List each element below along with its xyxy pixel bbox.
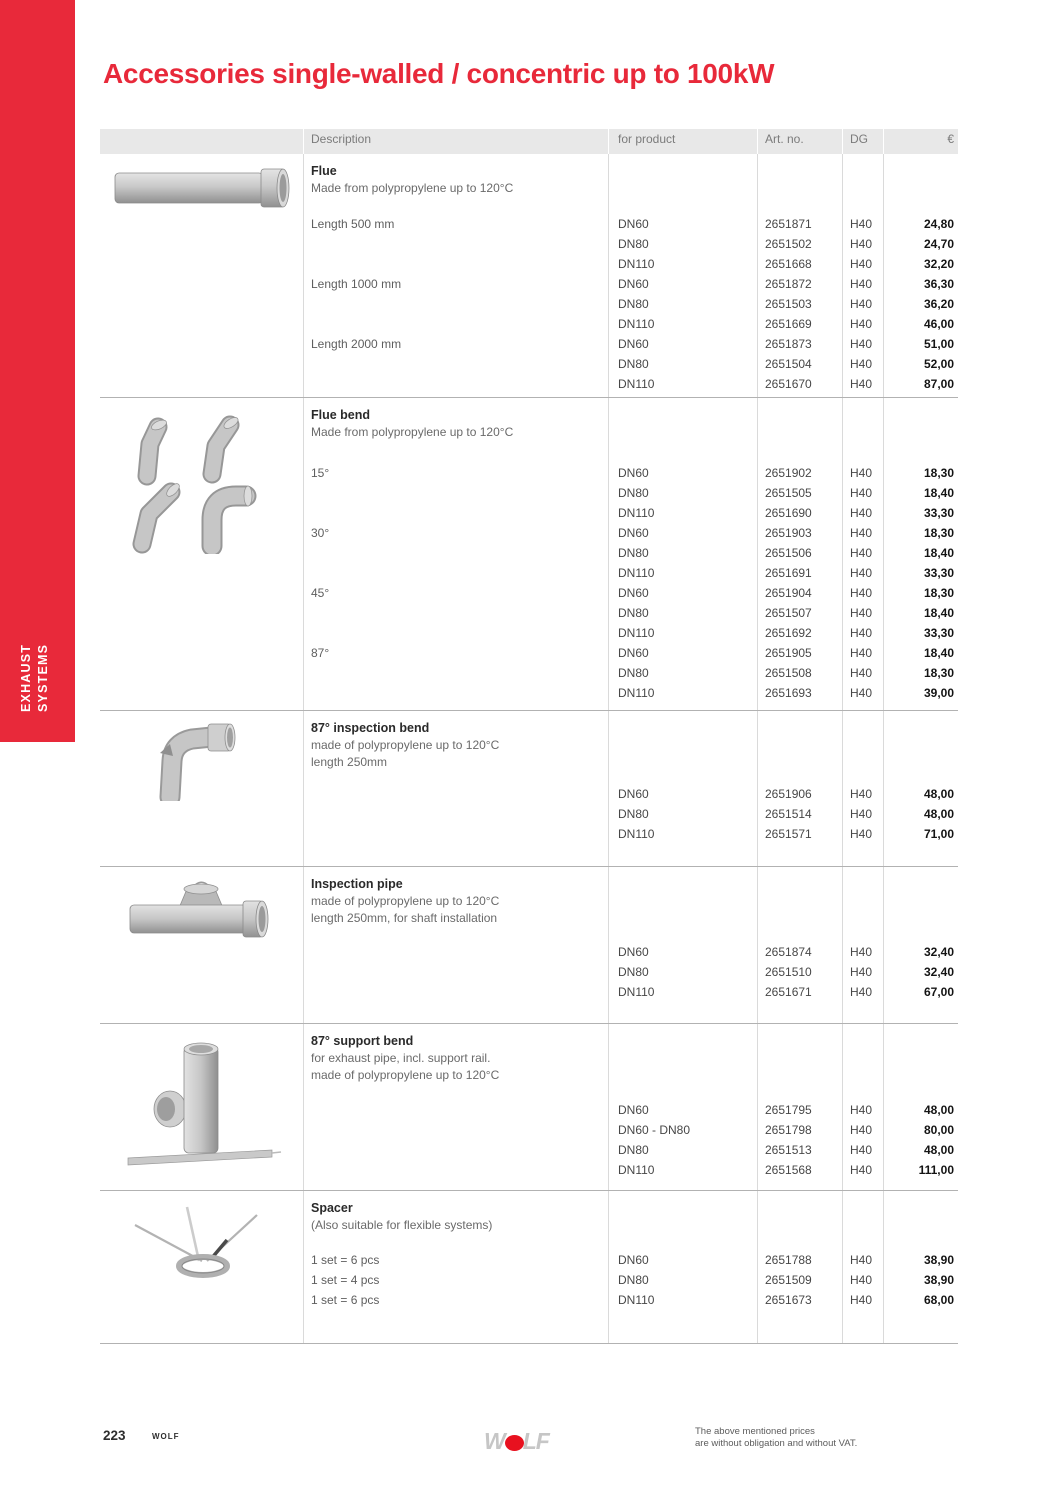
row-art-no: 2651514 (765, 807, 812, 821)
header-dg: DG (850, 131, 868, 146)
product-subtitle: made of polypropylene up to 120°C (311, 738, 500, 752)
row-for-product: DN80 (618, 965, 649, 979)
row-for-product: DN80 (618, 546, 649, 560)
row-dg: H40 (850, 526, 873, 540)
header-for-product: for product (618, 131, 676, 146)
header-art-no: Art. no. (765, 131, 804, 146)
row-price: 33,30 (923, 506, 954, 520)
price-disclaimer: The above mentioned prices are without obligation and without VAT. (695, 1426, 858, 1449)
logo-letters-lf: LF (522, 1428, 549, 1454)
row-dg: H40 (850, 807, 873, 821)
table-body (100, 154, 958, 1344)
accessories-table (100, 129, 958, 1344)
row-description: Length 2000 mm (311, 337, 402, 351)
product-row (303, 463, 958, 483)
product-row (303, 334, 958, 354)
row-art-no: 2651508 (765, 666, 812, 680)
row-dg: H40 (850, 546, 873, 560)
row-dg: H40 (850, 217, 873, 231)
row-price: 24,70 (923, 237, 954, 251)
product-title: 87° inspection bend (311, 721, 430, 735)
logo-red-dot-icon (505, 1435, 524, 1451)
product-row (303, 523, 958, 543)
row-for-product: DN80 (618, 666, 649, 680)
row-for-product: DN80 (618, 297, 649, 311)
row-art-no: 2651509 (765, 1273, 812, 1287)
product-row (303, 824, 958, 844)
product-row (303, 583, 958, 603)
product-row (303, 1120, 958, 1140)
row-price: 18,40 (923, 486, 954, 500)
row-for-product: DN110 (618, 377, 655, 391)
row-art-no: 2651798 (765, 1123, 812, 1137)
row-description: 30° (311, 526, 330, 540)
product-row (303, 563, 958, 583)
row-price: 48,00 (923, 1143, 954, 1157)
product-row (303, 643, 958, 663)
row-art-no: 2651671 (765, 985, 812, 999)
product-title: Flue bend (311, 408, 371, 422)
row-price: 32,20 (923, 257, 954, 271)
row-art-no: 2651873 (765, 337, 812, 351)
row-dg: H40 (850, 1123, 873, 1137)
row-dg: H40 (850, 965, 873, 979)
row-dg: H40 (850, 646, 873, 660)
row-for-product: DN110 (618, 506, 655, 520)
row-price: 38,90 (923, 1253, 954, 1267)
product-row (303, 942, 958, 962)
row-for-product: DN80 (618, 1143, 649, 1157)
row-dg: H40 (850, 686, 873, 700)
row-price: 18,30 (923, 666, 954, 680)
row-dg: H40 (850, 466, 873, 480)
page-footer (0, 1424, 1061, 1474)
row-price: 46,00 (923, 317, 954, 331)
row-for-product: DN110 (618, 827, 655, 841)
row-art-no: 2651874 (765, 945, 812, 959)
product-row (303, 234, 958, 254)
row-dg: H40 (850, 277, 873, 291)
row-art-no: 2651504 (765, 357, 812, 371)
row-dg: H40 (850, 566, 873, 580)
support-bend-image (122, 1037, 282, 1177)
inspection-bend-image (142, 721, 262, 801)
row-price: 36,20 (923, 297, 954, 311)
row-art-no: 2651906 (765, 787, 812, 801)
row-for-product: DN110 (618, 1293, 655, 1307)
product-row (303, 354, 958, 374)
row-price: 48,00 (923, 807, 954, 821)
product-row (303, 254, 958, 274)
row-price: 33,30 (923, 626, 954, 640)
row-dg: H40 (850, 506, 873, 520)
row-dg: H40 (850, 1163, 873, 1177)
product-row (303, 1100, 958, 1120)
row-dg: H40 (850, 377, 873, 391)
row-price: 52,00 (923, 357, 954, 371)
row-art-no: 2651905 (765, 646, 812, 660)
row-for-product: DN110 (618, 1163, 655, 1177)
product-section (100, 711, 958, 867)
row-for-product: DN110 (618, 686, 655, 700)
exhaust-systems-tab (0, 0, 75, 742)
row-art-no: 2651691 (765, 566, 812, 580)
product-subtitle: (Also suitable for flexible systems) (311, 1218, 493, 1232)
row-price: 36,30 (923, 277, 954, 291)
product-row (303, 374, 958, 394)
row-dg: H40 (850, 317, 873, 331)
row-price: 18,30 (923, 466, 954, 480)
product-row (303, 214, 958, 234)
row-price: 67,00 (923, 985, 954, 999)
row-for-product: DN60 (618, 337, 649, 351)
row-description: 1 set = 6 pcs (311, 1253, 380, 1267)
row-for-product: DN80 (618, 1273, 649, 1287)
product-title: Flue (311, 164, 337, 178)
row-dg: H40 (850, 1273, 873, 1287)
row-dg: H40 (850, 666, 873, 680)
row-for-product: DN80 (618, 486, 649, 500)
wolf-logo (484, 1428, 549, 1455)
row-dg: H40 (850, 787, 873, 801)
brand-text: WOLF (152, 1432, 180, 1441)
sidebar-label: EXHAUST SYSTEMS (19, 643, 50, 712)
row-for-product: DN60 (618, 945, 649, 959)
row-description: 45° (311, 586, 330, 600)
row-dg: H40 (850, 297, 873, 311)
row-for-product: DN60 (618, 586, 649, 600)
row-description: Length 1000 mm (311, 277, 402, 291)
product-title: Inspection pipe (311, 877, 403, 891)
logo-letter-w: W (484, 1428, 505, 1454)
product-row (303, 962, 958, 982)
row-art-no: 2651513 (765, 1143, 812, 1157)
product-row (303, 1140, 958, 1160)
row-price: 18,30 (923, 586, 954, 600)
row-for-product: DN110 (618, 257, 655, 271)
product-section (100, 154, 958, 398)
product-title: Spacer (311, 1201, 353, 1215)
row-art-no: 2651673 (765, 1293, 812, 1307)
inspection-pipe-image (127, 881, 277, 943)
product-subtitle: length 250mm (311, 755, 388, 769)
row-for-product: DN110 (618, 985, 655, 999)
row-price: 18,30 (923, 526, 954, 540)
product-row (303, 663, 958, 683)
product-section (100, 1024, 958, 1191)
row-art-no: 2651505 (765, 486, 812, 500)
row-for-product: DN80 (618, 807, 649, 821)
row-art-no: 2651503 (765, 297, 812, 311)
row-dg: H40 (850, 827, 873, 841)
row-art-no: 2651571 (765, 827, 812, 841)
product-row (303, 784, 958, 804)
row-art-no: 2651693 (765, 686, 812, 700)
row-for-product: DN60 (618, 1253, 649, 1267)
product-row (303, 982, 958, 1002)
product-row (303, 314, 958, 334)
row-for-product: DN60 (618, 277, 649, 291)
row-dg: H40 (850, 945, 873, 959)
row-art-no: 2651788 (765, 1253, 812, 1267)
row-dg: H40 (850, 1103, 873, 1117)
row-for-product: DN110 (618, 317, 655, 331)
row-dg: H40 (850, 1143, 873, 1157)
product-subtitle: length 250mm, for shaft installation (311, 911, 498, 925)
row-description: Length 500 mm (311, 217, 395, 231)
row-description: 1 set = 4 pcs (311, 1273, 380, 1287)
row-price: 18,40 (923, 546, 954, 560)
product-row (303, 1160, 958, 1180)
product-row (303, 274, 958, 294)
row-price: 51,00 (923, 337, 954, 351)
product-row (303, 1290, 958, 1310)
product-section (100, 398, 958, 711)
row-art-no: 2651904 (765, 586, 812, 600)
row-price: 68,00 (923, 1293, 954, 1307)
row-description: 87° (311, 646, 330, 660)
row-dg: H40 (850, 357, 873, 371)
row-for-product: DN60 (618, 646, 649, 660)
header-description: Description (311, 131, 372, 146)
product-row (303, 804, 958, 824)
row-for-product: DN80 (618, 606, 649, 620)
row-price: 32,40 (923, 945, 954, 959)
product-section (100, 867, 958, 1024)
product-row (303, 483, 958, 503)
flue-image (113, 164, 291, 212)
row-dg: H40 (850, 337, 873, 351)
row-art-no: 2651670 (765, 377, 812, 391)
row-price: 18,40 (923, 646, 954, 660)
row-art-no: 2651692 (765, 626, 812, 640)
product-row (303, 1270, 958, 1290)
header-price: € (947, 131, 954, 146)
row-for-product: DN60 (618, 1103, 649, 1117)
page-title: Accessories single-walled / concentric up to 100kW (103, 58, 775, 89)
product-subtitle: for exhaust pipe, incl. support rail. (311, 1051, 491, 1065)
page-number: 223 (103, 1428, 126, 1443)
row-price: 80,00 (923, 1123, 954, 1137)
row-art-no: 2651502 (765, 237, 812, 251)
row-dg: H40 (850, 486, 873, 500)
row-art-no: 2651871 (765, 217, 812, 231)
product-subtitle: Made from polypropylene up to 120°C (311, 425, 514, 439)
row-dg: H40 (850, 1253, 873, 1267)
product-subtitle: made of polypropylene up to 120°C (311, 1068, 500, 1082)
row-art-no: 2651668 (765, 257, 812, 271)
row-dg: H40 (850, 1293, 873, 1307)
row-description: 1 set = 6 pcs (311, 1293, 380, 1307)
row-for-product: DN60 (618, 466, 649, 480)
product-row (303, 543, 958, 563)
row-art-no: 2651872 (765, 277, 812, 291)
row-price: 32,40 (923, 965, 954, 979)
product-subtitle: Made from polypropylene up to 120°C (311, 181, 514, 195)
row-art-no: 2651510 (765, 965, 812, 979)
row-for-product: DN80 (618, 357, 649, 371)
row-price: 87,00 (923, 377, 954, 391)
row-art-no: 2651506 (765, 546, 812, 560)
row-art-no: 2651903 (765, 526, 812, 540)
row-art-no: 2651669 (765, 317, 812, 331)
row-for-product: DN110 (618, 566, 655, 580)
product-row (303, 503, 958, 523)
row-price: 38,90 (923, 1273, 954, 1287)
row-price: 48,00 (923, 787, 954, 801)
product-row (303, 683, 958, 703)
row-dg: H40 (850, 626, 873, 640)
row-price: 71,00 (923, 827, 954, 841)
row-art-no: 2651568 (765, 1163, 812, 1177)
product-row (303, 603, 958, 623)
row-for-product: DN60 - DN80 (618, 1123, 691, 1137)
row-price: 33,30 (923, 566, 954, 580)
row-dg: H40 (850, 257, 873, 271)
row-dg: H40 (850, 586, 873, 600)
row-dg: H40 (850, 606, 873, 620)
product-subtitle: made of polypropylene up to 120°C (311, 894, 500, 908)
row-description: 15° (311, 466, 330, 480)
row-for-product: DN110 (618, 626, 655, 640)
product-title: 87° support bend (311, 1034, 414, 1048)
row-for-product: DN80 (618, 237, 649, 251)
product-row (303, 1250, 958, 1270)
row-for-product: DN60 (618, 217, 649, 231)
row-art-no: 2651507 (765, 606, 812, 620)
row-for-product: DN60 (618, 526, 649, 540)
row-dg: H40 (850, 985, 873, 999)
spacer-image (127, 1203, 277, 1288)
row-price: 111,00 (918, 1163, 954, 1177)
product-row (303, 294, 958, 314)
row-price: 24,80 (923, 217, 954, 231)
row-price: 18,40 (923, 606, 954, 620)
table-header-row (100, 129, 958, 154)
row-price: 39,00 (923, 686, 954, 700)
row-art-no: 2651795 (765, 1103, 812, 1117)
flue-bend-image (117, 414, 287, 554)
row-price: 48,00 (923, 1103, 954, 1117)
row-art-no: 2651690 (765, 506, 812, 520)
product-row (303, 623, 958, 643)
product-section (100, 1191, 958, 1344)
row-dg: H40 (850, 237, 873, 251)
row-for-product: DN60 (618, 787, 649, 801)
row-art-no: 2651902 (765, 466, 812, 480)
